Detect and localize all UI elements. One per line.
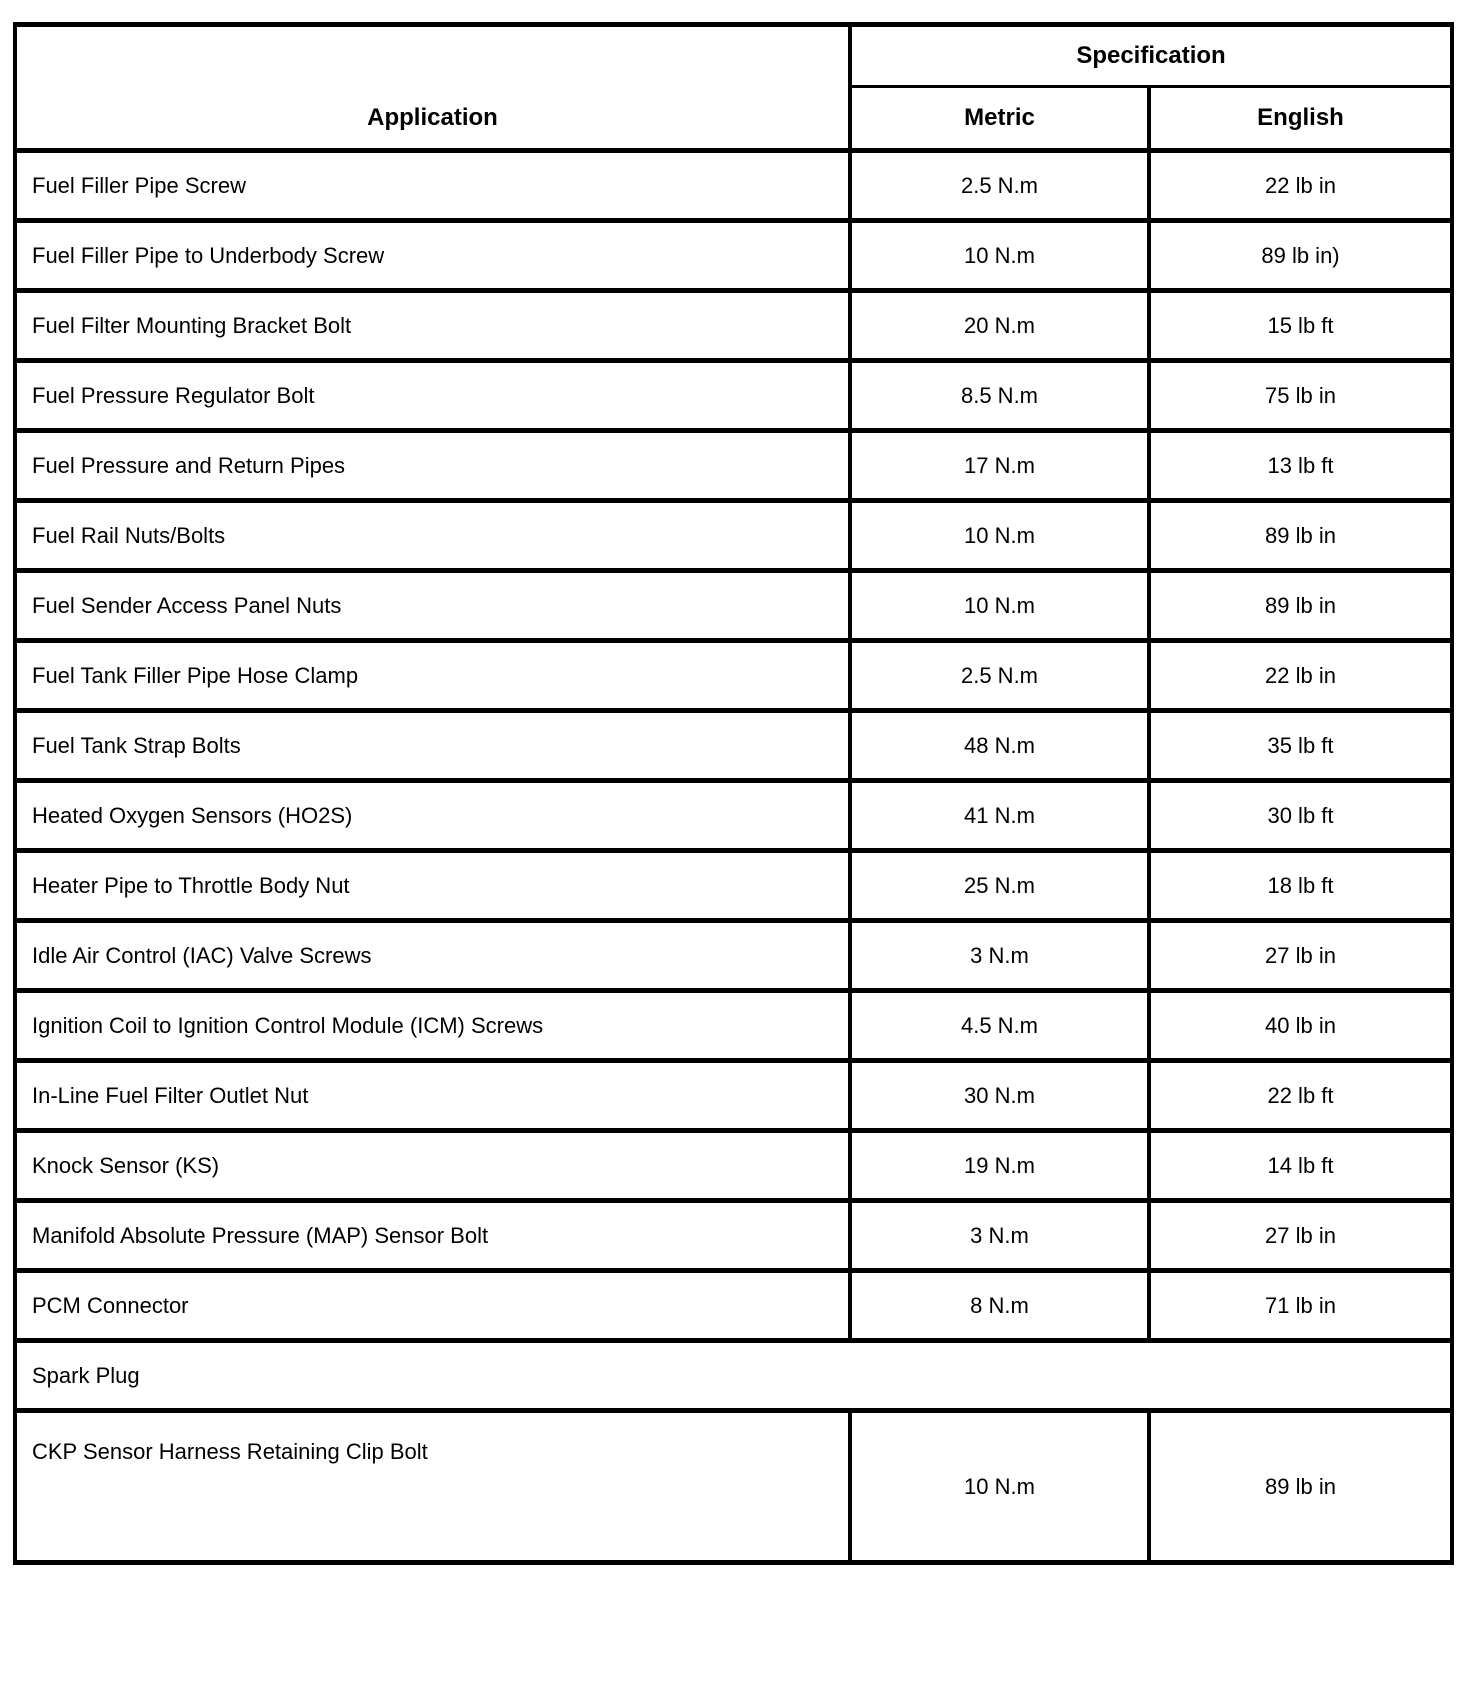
application-cell: PCM Connector bbox=[15, 1271, 850, 1341]
table-row bbox=[15, 1061, 1452, 1131]
table-row bbox=[15, 641, 1452, 711]
metric-value-cell: 10 N.m bbox=[850, 221, 1149, 291]
application-cell: Fuel Filler Pipe to Underbody Screw bbox=[15, 221, 850, 291]
english-value-cell: 30 lb ft bbox=[1149, 781, 1452, 851]
metric-value-cell: 3 N.m bbox=[850, 1201, 1149, 1271]
table-row bbox=[15, 291, 1452, 361]
table-row bbox=[15, 1201, 1452, 1271]
english-value-cell: 22 lb in bbox=[1149, 151, 1452, 221]
application-cell: Heater Pipe to Throttle Body Nut bbox=[15, 851, 850, 921]
metric-value-cell: 48 N.m bbox=[850, 711, 1149, 781]
metric-column-header: Metric bbox=[850, 87, 1149, 151]
application-cell: Fuel Pressure Regulator Bolt bbox=[15, 361, 850, 431]
english-value-cell: 35 lb ft bbox=[1149, 711, 1452, 781]
english-value-cell: 22 lb in bbox=[1149, 641, 1452, 711]
table-row bbox=[15, 431, 1452, 501]
english-value-cell: 18 lb ft bbox=[1149, 851, 1452, 921]
table-body bbox=[15, 151, 1452, 1563]
torque-specification-table bbox=[13, 22, 1454, 1565]
english-value-cell: 15 lb ft bbox=[1149, 291, 1452, 361]
table-row bbox=[15, 501, 1452, 571]
english-value-cell: 27 lb in bbox=[1149, 921, 1452, 991]
table-row bbox=[15, 151, 1452, 221]
metric-value-cell: 3 N.m bbox=[850, 921, 1149, 991]
english-value-cell: 89 lb in) bbox=[1149, 221, 1452, 291]
header-row-specification bbox=[15, 25, 1452, 87]
table-row bbox=[15, 1411, 1452, 1563]
english-column-header: English bbox=[1149, 87, 1452, 151]
application-cell: Fuel Pressure and Return Pipes bbox=[15, 431, 850, 501]
english-value-cell: 89 lb in bbox=[1149, 1411, 1452, 1563]
application-cell: Fuel Tank Strap Bolts bbox=[15, 711, 850, 781]
metric-value-cell: 2.5 N.m bbox=[850, 151, 1149, 221]
table-row bbox=[15, 571, 1452, 641]
table-row bbox=[15, 361, 1452, 431]
metric-value-cell: 2.5 N.m bbox=[850, 641, 1149, 711]
metric-value-cell: 30 N.m bbox=[850, 1061, 1149, 1131]
application-cell: Knock Sensor (KS) bbox=[15, 1131, 850, 1201]
english-value-cell: 27 lb in bbox=[1149, 1201, 1452, 1271]
metric-value-cell: 4.5 N.m bbox=[850, 991, 1149, 1061]
application-cell: Heated Oxygen Sensors (HO2S) bbox=[15, 781, 850, 851]
application-cell: Fuel Filler Pipe Screw bbox=[15, 151, 850, 221]
metric-value-cell: 10 N.m bbox=[850, 501, 1149, 571]
metric-value-cell: 8.5 N.m bbox=[850, 361, 1149, 431]
english-value-cell: 71 lb in bbox=[1149, 1271, 1452, 1341]
table-row bbox=[15, 1341, 1452, 1411]
table-row bbox=[15, 921, 1452, 991]
application-cell: Fuel Sender Access Panel Nuts bbox=[15, 571, 850, 641]
english-value-cell: 75 lb in bbox=[1149, 361, 1452, 431]
application-cell: Idle Air Control (IAC) Valve Screws bbox=[15, 921, 850, 991]
english-value-cell: 13 lb ft bbox=[1149, 431, 1452, 501]
metric-value-cell: 19 N.m bbox=[850, 1131, 1149, 1201]
application-cell: Manifold Absolute Pressure (MAP) Sensor Bolt bbox=[15, 1201, 850, 1271]
metric-value-cell: 10 N.m bbox=[850, 1411, 1149, 1563]
english-value-cell: 14 lb ft bbox=[1149, 1131, 1452, 1201]
application-column-header: Application bbox=[15, 25, 850, 151]
application-cell: Fuel Filter Mounting Bracket Bolt bbox=[15, 291, 850, 361]
table-row bbox=[15, 711, 1452, 781]
metric-value-cell: 17 N.m bbox=[850, 431, 1149, 501]
metric-value-cell: 20 N.m bbox=[850, 291, 1149, 361]
table-row bbox=[15, 851, 1452, 921]
table-header bbox=[15, 25, 1452, 151]
application-cell: In-Line Fuel Filter Outlet Nut bbox=[15, 1061, 850, 1131]
table-row bbox=[15, 221, 1452, 291]
table-row bbox=[15, 1271, 1452, 1341]
specification-column-header: Specification bbox=[850, 25, 1452, 87]
metric-value-cell: 8 N.m bbox=[850, 1271, 1149, 1341]
application-cell: Spark Plug bbox=[15, 1341, 1452, 1411]
table-row bbox=[15, 781, 1452, 851]
application-cell: Fuel Rail Nuts/Bolts bbox=[15, 501, 850, 571]
english-value-cell: 89 lb in bbox=[1149, 501, 1452, 571]
application-cell: CKP Sensor Harness Retaining Clip Bolt bbox=[15, 1411, 850, 1563]
metric-value-cell: 41 N.m bbox=[850, 781, 1149, 851]
english-value-cell: 89 lb in bbox=[1149, 571, 1452, 641]
table-row bbox=[15, 1131, 1452, 1201]
table-row bbox=[15, 991, 1452, 1061]
english-value-cell: 22 lb ft bbox=[1149, 1061, 1452, 1131]
metric-value-cell: 25 N.m bbox=[850, 851, 1149, 921]
metric-value-cell: 10 N.m bbox=[850, 571, 1149, 641]
application-cell: Ignition Coil to Ignition Control Module (ICM) Screws bbox=[15, 991, 850, 1061]
application-cell: Fuel Tank Filler Pipe Hose Clamp bbox=[15, 641, 850, 711]
english-value-cell: 40 lb in bbox=[1149, 991, 1452, 1061]
